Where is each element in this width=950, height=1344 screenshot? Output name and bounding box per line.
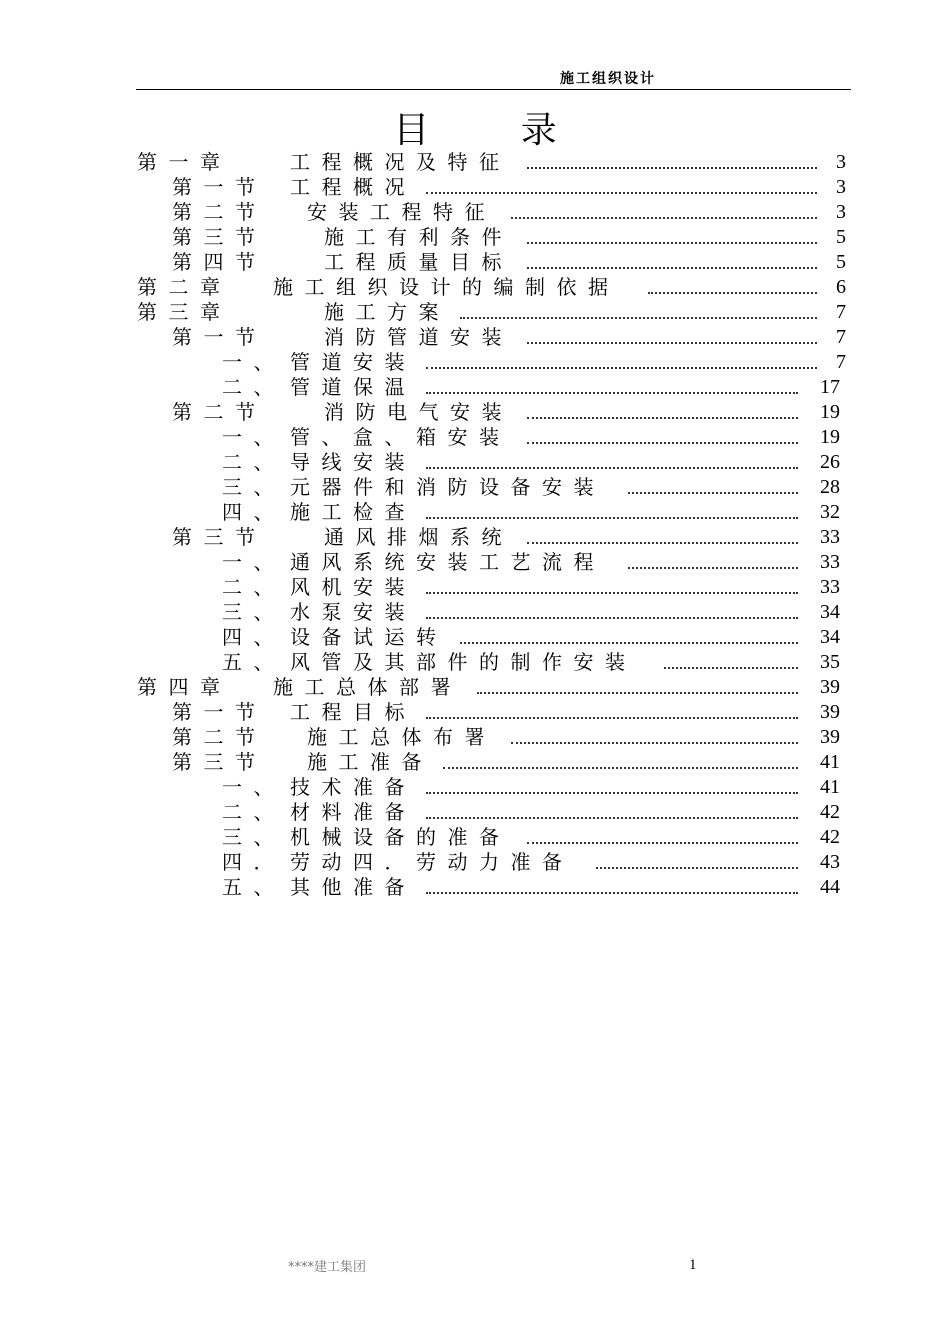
toc-leader-dots [426, 444, 798, 469]
toc-entry-number: 第二节 [172, 400, 267, 424]
toc-entry-number: 第一节 [172, 175, 267, 199]
toc-entry-title: 管道保温 [290, 375, 416, 399]
toc-entry-title: 工程目标 [290, 700, 416, 724]
toc-entry-page: 7 [836, 326, 846, 348]
toc-entry-title: 管、盒、箱安装 [290, 425, 511, 449]
toc-leader-dots [527, 419, 798, 444]
toc-leader-dots [628, 469, 798, 494]
toc-entry-page: 26 [820, 451, 840, 473]
toc-leader-dots [426, 769, 798, 794]
toc-entry-title: 施工检查 [290, 500, 416, 524]
toc-entry-page: 41 [820, 751, 840, 773]
toc-entry-page: 5 [836, 251, 846, 273]
toc-entry-title: 元器件和消防设备安装 [290, 475, 605, 499]
toc-entry-page: 7 [836, 301, 846, 323]
toc-entry-page: 39 [820, 701, 840, 723]
toc-leader-dots [596, 844, 798, 869]
toc-entry-page: 19 [820, 401, 840, 423]
toc-entry-number: 第一章 [137, 150, 232, 174]
toc-entry-number: 第三节 [172, 225, 267, 249]
toc-entry-title: 管道安装 [290, 350, 416, 374]
toc-leader-dots [527, 144, 817, 169]
toc-entry-title: 机械设备的准备 [290, 825, 511, 849]
toc-entry[interactable] [0, 875, 950, 900]
toc-entry-title: 工程质量目标 [324, 250, 513, 274]
toc-leader-dots [426, 494, 798, 519]
toc-entry-number: 三、 [222, 600, 285, 624]
toc-entry-title: 材料准备 [290, 800, 416, 824]
toc-entry-number: 第四章 [137, 675, 232, 699]
toc-entry[interactable] [0, 800, 950, 825]
toc-entry-page: 3 [836, 151, 846, 173]
toc-entry-title: 施工总体部署 [273, 675, 462, 699]
toc-leader-dots [426, 694, 798, 719]
toc-entry-page: 28 [820, 476, 840, 498]
toc-entry-number: 第三节 [172, 525, 267, 549]
toc-leader-dots [511, 194, 817, 219]
toc-entry-number: 二、 [222, 800, 285, 824]
toc-entry-title: 设备试运转 [290, 625, 448, 649]
toc-entry-number: 一、 [222, 550, 285, 574]
toc-entry-number: 二、 [222, 575, 285, 599]
toc-leader-dots [527, 519, 798, 544]
toc-leader-dots [443, 744, 798, 769]
toc-entry-page: 34 [820, 601, 840, 623]
toc-entry-title: 风管及其部件的制作安装 [290, 650, 637, 674]
toc-entry-number: 四． [222, 850, 285, 874]
toc-entry[interactable] [0, 375, 950, 400]
toc-entry-page: 19 [820, 426, 840, 448]
toc-entry-title: 通风排烟系统 [324, 525, 513, 549]
toc-entry[interactable] [0, 700, 950, 725]
toc-entry-number: 二、 [222, 375, 285, 399]
toc-entry-number: 第一节 [172, 700, 267, 724]
toc-entry[interactable] [0, 650, 950, 675]
toc-entry-page: 6 [836, 276, 846, 298]
toc-entry-page: 43 [820, 851, 840, 873]
toc-entry-number: 三、 [222, 475, 285, 499]
footer-page-number: 1 [689, 1257, 697, 1273]
toc-leader-dots [426, 794, 798, 819]
toc-entry-title: 其他准备 [290, 875, 416, 899]
toc-leader-dots [648, 269, 817, 294]
toc-entry-page: 42 [820, 801, 840, 823]
toc-entry-title: 导线安装 [290, 450, 416, 474]
toc-leader-dots [460, 619, 798, 644]
toc-entry-page: 34 [820, 626, 840, 648]
toc-entry-number: 第二节 [172, 725, 267, 749]
toc-entry-title: 工程概况及特征 [290, 150, 511, 174]
toc-leader-dots [628, 544, 798, 569]
toc-entry-number: 第二节 [172, 200, 267, 224]
toc-entry-number: 第一节 [172, 325, 267, 349]
toc-leader-dots [527, 819, 798, 844]
toc-entry-page: 44 [820, 876, 840, 898]
toc-entry[interactable] [0, 625, 950, 650]
toc-entry-page: 39 [820, 676, 840, 698]
toc-entry-page: 33 [820, 576, 840, 598]
toc-entry-number: 二、 [222, 450, 285, 474]
toc-entry-title: 通风系统安装工艺流程 [290, 550, 605, 574]
toc-entry-title: 消防电气安装 [324, 400, 513, 424]
toc-entry-title: 工程概况 [290, 175, 416, 199]
toc-entry-page: 35 [820, 651, 840, 673]
toc-leader-dots [511, 719, 798, 744]
toc-entry-page: 33 [820, 526, 840, 548]
toc-entry[interactable] [0, 525, 950, 550]
toc-entry-title: 施工总体布署 [307, 725, 496, 749]
toc-entry-title: 劳动四．劳动力准备 [290, 850, 574, 874]
toc-entry-page: 5 [836, 226, 846, 248]
toc-entry-number: 四、 [222, 625, 285, 649]
toc-entry-number: 五、 [222, 875, 285, 899]
toc-entry-number: 第二章 [137, 275, 232, 299]
toc-entry-title: 施工组织设计的编制依据 [273, 275, 620, 299]
toc-entry-number: 一、 [222, 350, 285, 374]
toc-entry-number: 第三节 [172, 750, 267, 774]
toc-leader-dots [426, 369, 798, 394]
toc-entry-page: 41 [820, 776, 840, 798]
toc-entry-title: 水泵安装 [290, 600, 416, 624]
toc-entry-number: 四、 [222, 500, 285, 524]
toc-leader-dots [426, 594, 798, 619]
toc-entry-title: 安装工程特征 [307, 200, 496, 224]
toc-entry-title: 消防管道安装 [324, 325, 513, 349]
toc-entry-number: 一、 [222, 425, 285, 449]
toc-entry-number: 一、 [222, 775, 285, 799]
toc-leader-dots [460, 294, 817, 319]
toc-leader-dots [527, 219, 817, 244]
toc-entry-title: 技术准备 [290, 775, 416, 799]
toc-entry[interactable] [0, 500, 950, 525]
toc-leader-dots [426, 569, 798, 594]
page-title: 目 录 [393, 110, 597, 151]
running-header: 施工组织设计 [560, 71, 656, 87]
toc-leader-dots [426, 169, 817, 194]
toc-entry-page: 39 [820, 726, 840, 748]
toc-entry-number: 五、 [222, 650, 285, 674]
toc-entry-page: 3 [836, 176, 846, 198]
footer-company: ****建工集团 [288, 1260, 367, 1275]
toc-entry-title: 施工方案 [324, 300, 450, 324]
toc-entry-title: 施工有利条件 [324, 225, 513, 249]
toc-entry-page: 32 [820, 501, 840, 523]
toc-entry-number: 三、 [222, 825, 285, 849]
toc-entry-page: 3 [836, 201, 846, 223]
toc-entry-page: 7 [836, 351, 846, 373]
toc-entry-number: 第四节 [172, 250, 267, 274]
toc-entry[interactable] [0, 400, 950, 425]
toc-leader-dots [426, 869, 798, 894]
toc-entry[interactable] [0, 450, 950, 475]
toc-leader-dots [527, 394, 798, 419]
toc-entry-page: 17 [820, 376, 840, 398]
toc-entry-number: 第三章 [137, 300, 232, 324]
header-rule [136, 89, 851, 90]
toc-leader-dots [477, 669, 798, 694]
toc-leader-dots [527, 319, 817, 344]
toc-entry-page: 33 [820, 551, 840, 573]
toc-leader-dots [527, 244, 817, 269]
toc-entry[interactable] [0, 825, 950, 850]
toc-entry-page: 42 [820, 826, 840, 848]
toc-leader-dots [426, 344, 817, 369]
toc-entry-title: 风机安装 [290, 575, 416, 599]
toc-leader-dots [664, 644, 798, 669]
toc-entry-title: 施工准备 [307, 750, 433, 774]
